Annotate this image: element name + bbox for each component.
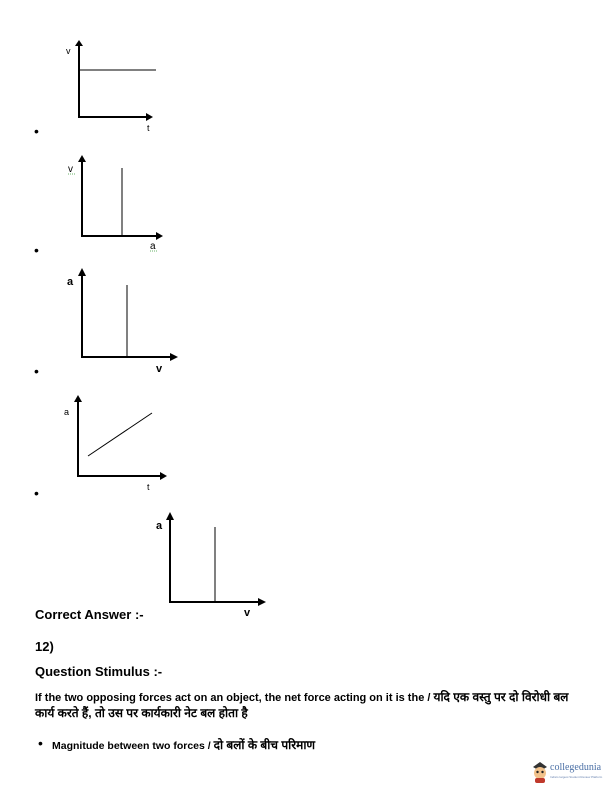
graph-a-t-increasing xyxy=(60,395,170,495)
y-axis-arrow-icon xyxy=(166,512,174,520)
y-axis-arrow-icon xyxy=(78,155,86,162)
logo-text: collegedunia xyxy=(550,762,602,773)
graph-a-v-vertical xyxy=(60,268,185,378)
y-axis-arrow-icon xyxy=(74,395,82,402)
collegedunia-logo xyxy=(528,757,612,787)
y-axis-label: a xyxy=(156,520,163,532)
graph-correct-answer-a-v xyxy=(150,512,275,622)
question-stimulus-label: Question Stimulus :- xyxy=(35,664,163,679)
question-text xyxy=(35,690,575,722)
y-axis-label: v xyxy=(68,164,73,175)
x-axis-label: v xyxy=(244,607,251,619)
bullet: • xyxy=(34,485,39,501)
correct-answer-label: Correct Answer :- xyxy=(35,607,144,622)
x-axis-arrow-icon xyxy=(156,232,163,240)
graph-v-t-constant xyxy=(60,40,170,135)
option-1 xyxy=(52,736,315,753)
option-1-english: Magnitude between two forces / xyxy=(52,740,214,752)
x-axis-arrow-icon xyxy=(258,598,266,606)
bullet: • xyxy=(34,123,39,139)
x-axis-label: a xyxy=(150,241,156,252)
y-axis-label: v xyxy=(66,46,71,56)
x-axis-arrow-icon xyxy=(146,113,153,121)
option-bullet: • xyxy=(38,735,43,751)
x-axis-arrow-icon xyxy=(160,472,167,480)
graph-v-a-vertical xyxy=(60,155,170,255)
x-axis-arrow-icon xyxy=(170,353,178,361)
option-1-hindi: दो बलों के बीच परिमाण xyxy=(213,738,316,752)
question-text-english: If the two opposing forces act on an object, the net force acting on it is the / xyxy=(35,692,434,704)
x-axis-label: t xyxy=(147,482,150,492)
y-axis-arrow-icon xyxy=(78,268,86,276)
question-number: 12) xyxy=(35,639,54,654)
plot-line xyxy=(88,413,152,456)
bullet: • xyxy=(34,363,39,379)
x-axis-label: v xyxy=(156,363,163,375)
y-axis-label: a xyxy=(67,276,74,288)
y-axis-label: a xyxy=(64,407,70,417)
logo-tagline: India's largest Student Review Platform xyxy=(550,775,603,779)
bullet: • xyxy=(34,242,39,258)
y-axis-arrow-icon xyxy=(75,40,83,46)
mascot-icon xyxy=(530,759,550,783)
question-text-hindi: यदि एक वस्तु पर दो विरोधी बल कार्य करते हैं, तो उस पर कार्यकारी नेट बल होता है xyxy=(35,690,569,720)
x-axis-label: t xyxy=(147,123,150,133)
